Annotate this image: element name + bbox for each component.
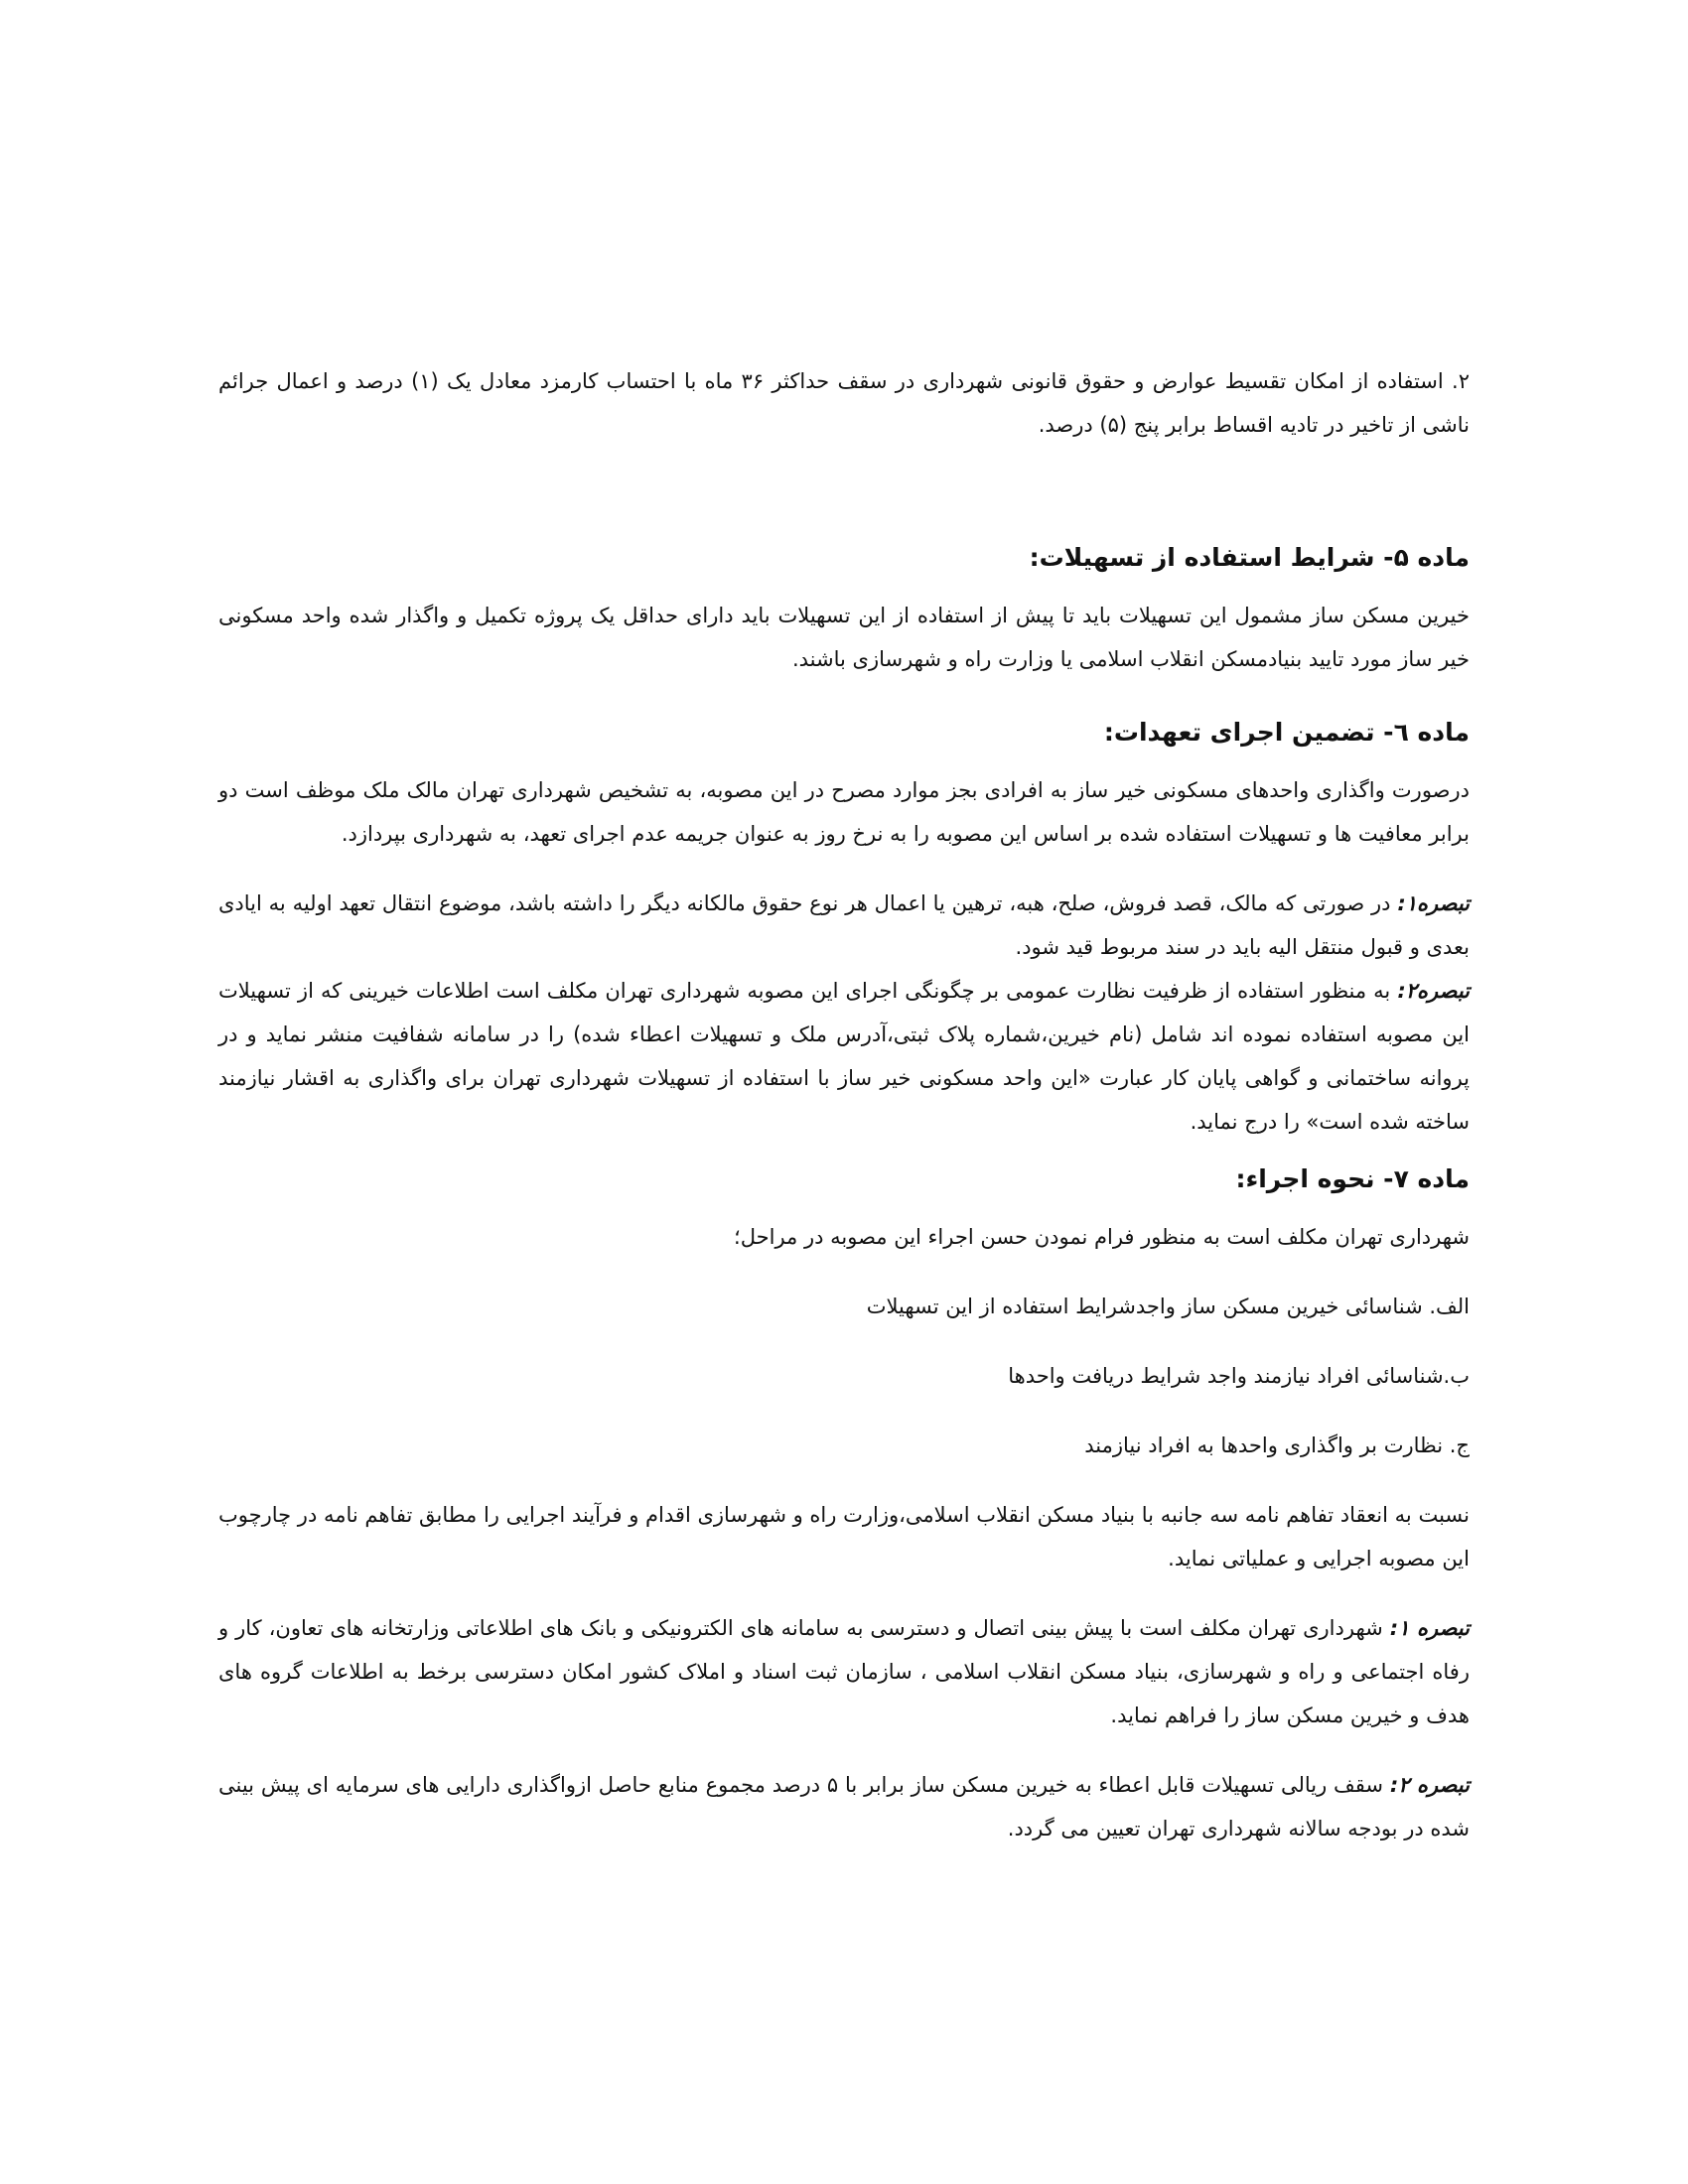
article-7-intro: شهرداری تهران مکلف است به منظور فرام نمودن حسن اجراء این مصوبه در مراحل؛ <box>734 1225 1470 1249</box>
spacer <box>218 856 1470 882</box>
spacer <box>218 754 1470 768</box>
spacer <box>218 447 1470 536</box>
article-6-paragraph: درصورت واگذاری واحدهای مسکونی خیر ساز به افرادی بجز موارد مصرح در این مصوبه، به تشخیص شهرداری تهران مالک ملک موظف است دو برابر معافیت ها و تسهیلات استفاده شده بر اساس این مصوبه را به نرخ روز به عنوان جریمه عدم اجرای تعهد، به شهرداری بپردازد. <box>218 778 1470 846</box>
spacer <box>218 681 1470 711</box>
article-5-heading: ماده ۵- شرایط استفاده از تسهیلات: <box>1029 543 1470 572</box>
article-6-heading: ماده ٦- تضمین اجرای تعهدات: <box>1103 718 1470 747</box>
article-6-note-2 <box>218 969 1470 1144</box>
note-text: سقف ریالی تسهیلات قابل اعطاء به خیرین مسکن ساز برابر با ۵ درصد مجموع منابع حاصل ازواگذاری دارایی های سرمایه ای پیش بینی شده در بودجه سالانه شهرداری تهران تعیین می گردد. <box>218 1773 1470 1841</box>
spacer <box>218 1201 1470 1215</box>
spacer <box>218 1328 1470 1354</box>
article-7-note-2 <box>218 1763 1470 1850</box>
spacer <box>218 1737 1470 1763</box>
article-5-paragraph: خیرین مسکن ساز مشمول این تسهیلات باید تا پیش از استفاده از این تسهیلات باید دارای حداقل یک پروژه تکمیل و واگذار شده واحد مسکونی خیر ساز مورد تایید بنیادمسکن انقلاب اسلامی یا وزارت راه و شهرسازی باشند. <box>218 604 1470 671</box>
note-label: تبصره۲: <box>1397 979 1470 1003</box>
article-6-note-1 <box>218 882 1470 969</box>
note-text: شهرداری تهران مکلف است با پیش بینی اتصال و دسترسی به سامانه های الکترونیکی و بانک های اطلاعاتی وزارتخانه های تعاون، کار و رفاه اجتماعی و راه و شهرسازی، بنیاد مسکن انقلاب اسلامی ، سازمان ثبت اسناد و املاک کشور امکان دسترسی برخط به اطلاعات گروه های هدف و خیرین مسکن ساز را فراهم نماید. <box>218 1616 1470 1727</box>
note-label: تبصره ۲: <box>1389 1773 1470 1797</box>
spacer <box>218 1144 1470 1158</box>
spacer <box>218 1580 1470 1606</box>
note-label: تبصره ۱: <box>1389 1616 1470 1640</box>
note-label: تبصره۱: <box>1397 891 1470 915</box>
spacer <box>218 1259 1470 1285</box>
article-7-step-a: الف. شناسائی خیرین مسکن ساز واجدشرایط استفاده از این تسهیلات <box>866 1295 1470 1318</box>
article-7-step-c: ج. نظارت بر واگذاری واحدها به افراد نیازمند <box>1084 1433 1470 1457</box>
spacer <box>218 1398 1470 1424</box>
item-2-paragraph: ۲. استفاده از امکان تقسیط عوارض و حقوق قانونی شهرداری در سقف حداکثر ۳۶ ماه با احتساب کارمزد معادل یک (۱) درصد و اعمال جرائم ناشی از تاخیر در تادیه اقساط برابر پنج (۵) درصد. <box>218 369 1470 437</box>
note-text: به منظور استفاده از ظرفیت نظارت عمومی بر چگونگی اجرای این مصوبه شهرداری تهران مکلف است اطلاعات خیرینی که از تسهیلات این مصوبه استفاده نموده اند شامل (نام خیرین،شماره پلاک ثبتی،آدرس ملک و تسهیلات اعطاء شده) را در سامانه شفافیت منشر نماید و در پروانه ساختمانی و گواهی پایان کار عبارت «این واحد مسکونی خیر ساز با استفاده از تسهیلات شهرداری تهران برای واگذاری به اقشار نیازمند ساخته شده است» را درج نماید. <box>218 979 1470 1134</box>
article-7-step-b: ب.شناسائی افراد نیازمند واجد شرایط دریافت واحدها <box>1008 1364 1470 1388</box>
article-7-paragraph: نسبت به انعقاد تفاهم نامه سه جانبه با بنیاد مسکن انقلاب اسلامی،وزارت راه و شهرسازی اقدام و فرآیند اجرایی را مطابق تفاهم نامه در چارچوب این مصوبه اجرایی و عملیاتی نماید. <box>218 1503 1470 1570</box>
note-text: در صورتی که مالک، قصد فروش، صلح، هبه، ترهین یا اعمال هر نوع حقوق مالکانه دیگر را داشته باشد، موضوع انتقال تعهد اولیه به ایادی بعدی و قبول منتقل الیه باید در سند مربوط قید شود. <box>218 891 1470 959</box>
spacer <box>218 1467 1470 1493</box>
article-7-heading: ماده ۷- نحوه اجراء: <box>1235 1164 1470 1193</box>
spacer <box>218 580 1470 594</box>
article-7-note-1 <box>218 1606 1470 1737</box>
